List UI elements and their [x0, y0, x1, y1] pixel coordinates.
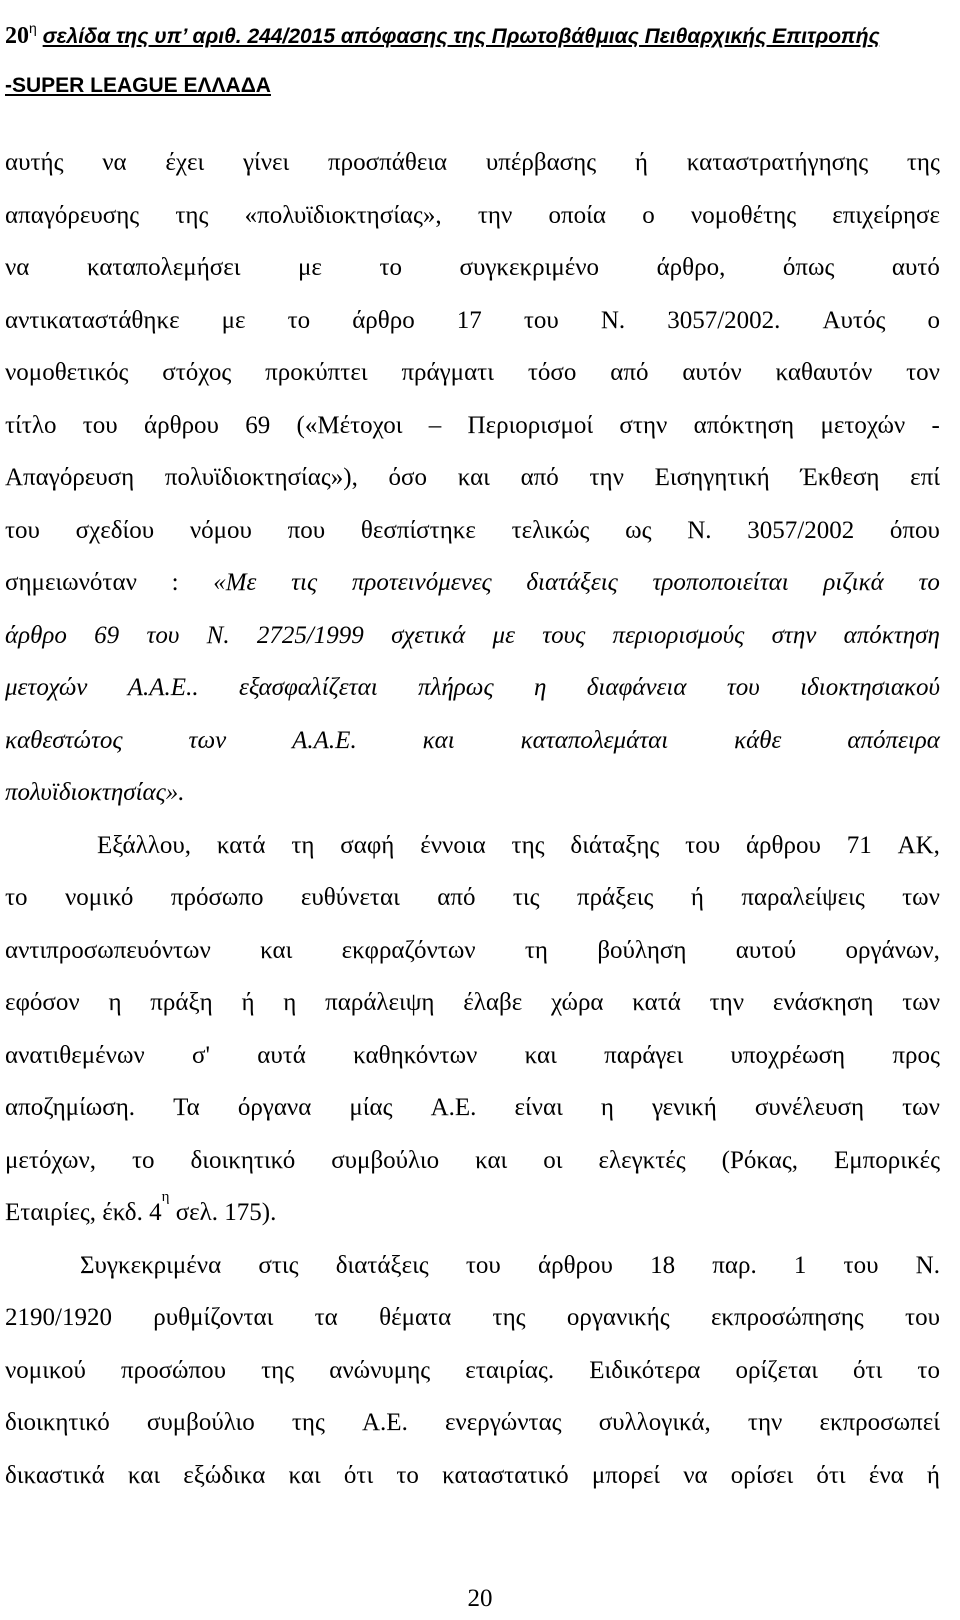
text-line: διοικητικό συμβούλιο της Α.Ε. ενεργώντας συλλογικά, την εκπροσωπεί: [5, 1409, 940, 1436]
text-line: αντιπροσωπευόντων και εκφραζόντων τη βούληση αυτού οργάνων,: [5, 936, 940, 964]
header-line-2: -SUPER LEAGUE ΕΛΛΑΔΑ: [5, 74, 271, 97]
text-line: Συγκεκριμένα στις διατάξεις του άρθρου 18 παρ. 1 του Ν.: [80, 1251, 940, 1279]
text-line: καθεστώτος των Α.Α.Ε. και καταπολεμάται κάθε απόπειρα: [5, 726, 940, 754]
text-line: απαγόρευσης της «πολυϊδιοκτησίας», την οποία ο νομοθέτης επιχείρησε: [5, 201, 940, 229]
footer-page-number: 20: [467, 1585, 493, 1612]
header-title: σελίδα της υπ’ αριθ. 244/2015 απόφασης της Πρωτοβάθμιας Πειθαρχικής Επιτροπής: [42, 25, 880, 48]
text-line: μετόχων, το διοικητικό συμβούλιο και οι ελεγκτές (Ρόκας, Εμπορικές: [5, 1146, 940, 1174]
header-page-sup: η: [29, 20, 37, 36]
text-line: του σχεδίου νόμου που θεσπίστηκε τελικώς ως Ν. 3057/2002 όπου: [5, 516, 940, 544]
text-line: τίτλο του άρθρου 69 («Μέτοχοι – Περιορισμοί στην απόκτηση μετοχών -: [5, 411, 940, 439]
text-line: Εξάλλου, κατά τη σαφή έννοια της διάταξης του άρθρου 71 ΑΚ,: [97, 831, 940, 859]
text-line: νομικού προσώπου της ανώνυμης εταιρίας. Ειδικότερα ορίζεται ότι το: [5, 1356, 940, 1384]
text-line: άρθρο 69 του Ν. 2725/1999 σχετικά με τους περιορισμούς στην απόκτηση: [5, 621, 940, 649]
text-line: αυτής να έχει γίνει προσπάθεια υπέρβασης ή καταστρατήγησης της: [5, 149, 940, 176]
text-line: 2190/1920 ρυθμίζονται τα θέματα της οργανικής εκπροσώπησης του: [5, 1304, 940, 1331]
text-line: πολυϊδιοκτησίας».: [5, 779, 185, 806]
page-header: [5, 4, 955, 110]
text-line: νομοθετικός στόχος προκύπτει πράγματι τόσο από αυτόν καθαυτόν τον: [5, 359, 940, 386]
text-line: δικαστικά και εξώδικα και ότι το καταστατικό μπορεί να ορίσει ότι ένα ή: [5, 1461, 940, 1489]
text-line: να καταπολεμήσει με το συγκεκριμένο άρθρο, όπως αυτό: [5, 254, 940, 281]
text-line: το νομικό πρόσωπο ευθύνεται από τις πράξεις ή παραλείψεις των: [5, 884, 940, 911]
header-line-1: [5, 4, 955, 61]
text-line: αντικαταστάθηκε με το άρθρο 17 του Ν. 3057/2002. Αυτός ο: [5, 306, 940, 334]
text-line: Απαγόρευση πολυϊδιοκτησίας»), όσο και από την Εισηγητική Έκθεση επί: [5, 464, 940, 491]
text-line: μετοχών Α.Α.Ε.. εξασφαλίζεται πλήρως η διαφάνεια του ιδιοκτησιακού: [5, 674, 940, 701]
text-line: ανατιθεμένων σ' αυτά καθηκόντων και παράγει υποχρέωση προς: [5, 1041, 940, 1069]
text-line: αποζημίωση. Τα όργανα μίας Α.Ε. είναι η γενική συνέλευση των: [5, 1094, 940, 1121]
text-line: Εταιρίες, έκδ. 4 η σελ. 175).: [5, 1189, 277, 1226]
text-line: εφόσον η πράξη ή η παράλειψη έλαβε χώρα κατά την ενάσκηση των: [5, 989, 940, 1016]
text-line: σημειωνόταν : «Με τις προτεινόμενες διατάξεις τροποποιείται ριζικά το: [5, 569, 940, 596]
header-page-number: 20: [5, 23, 29, 49]
